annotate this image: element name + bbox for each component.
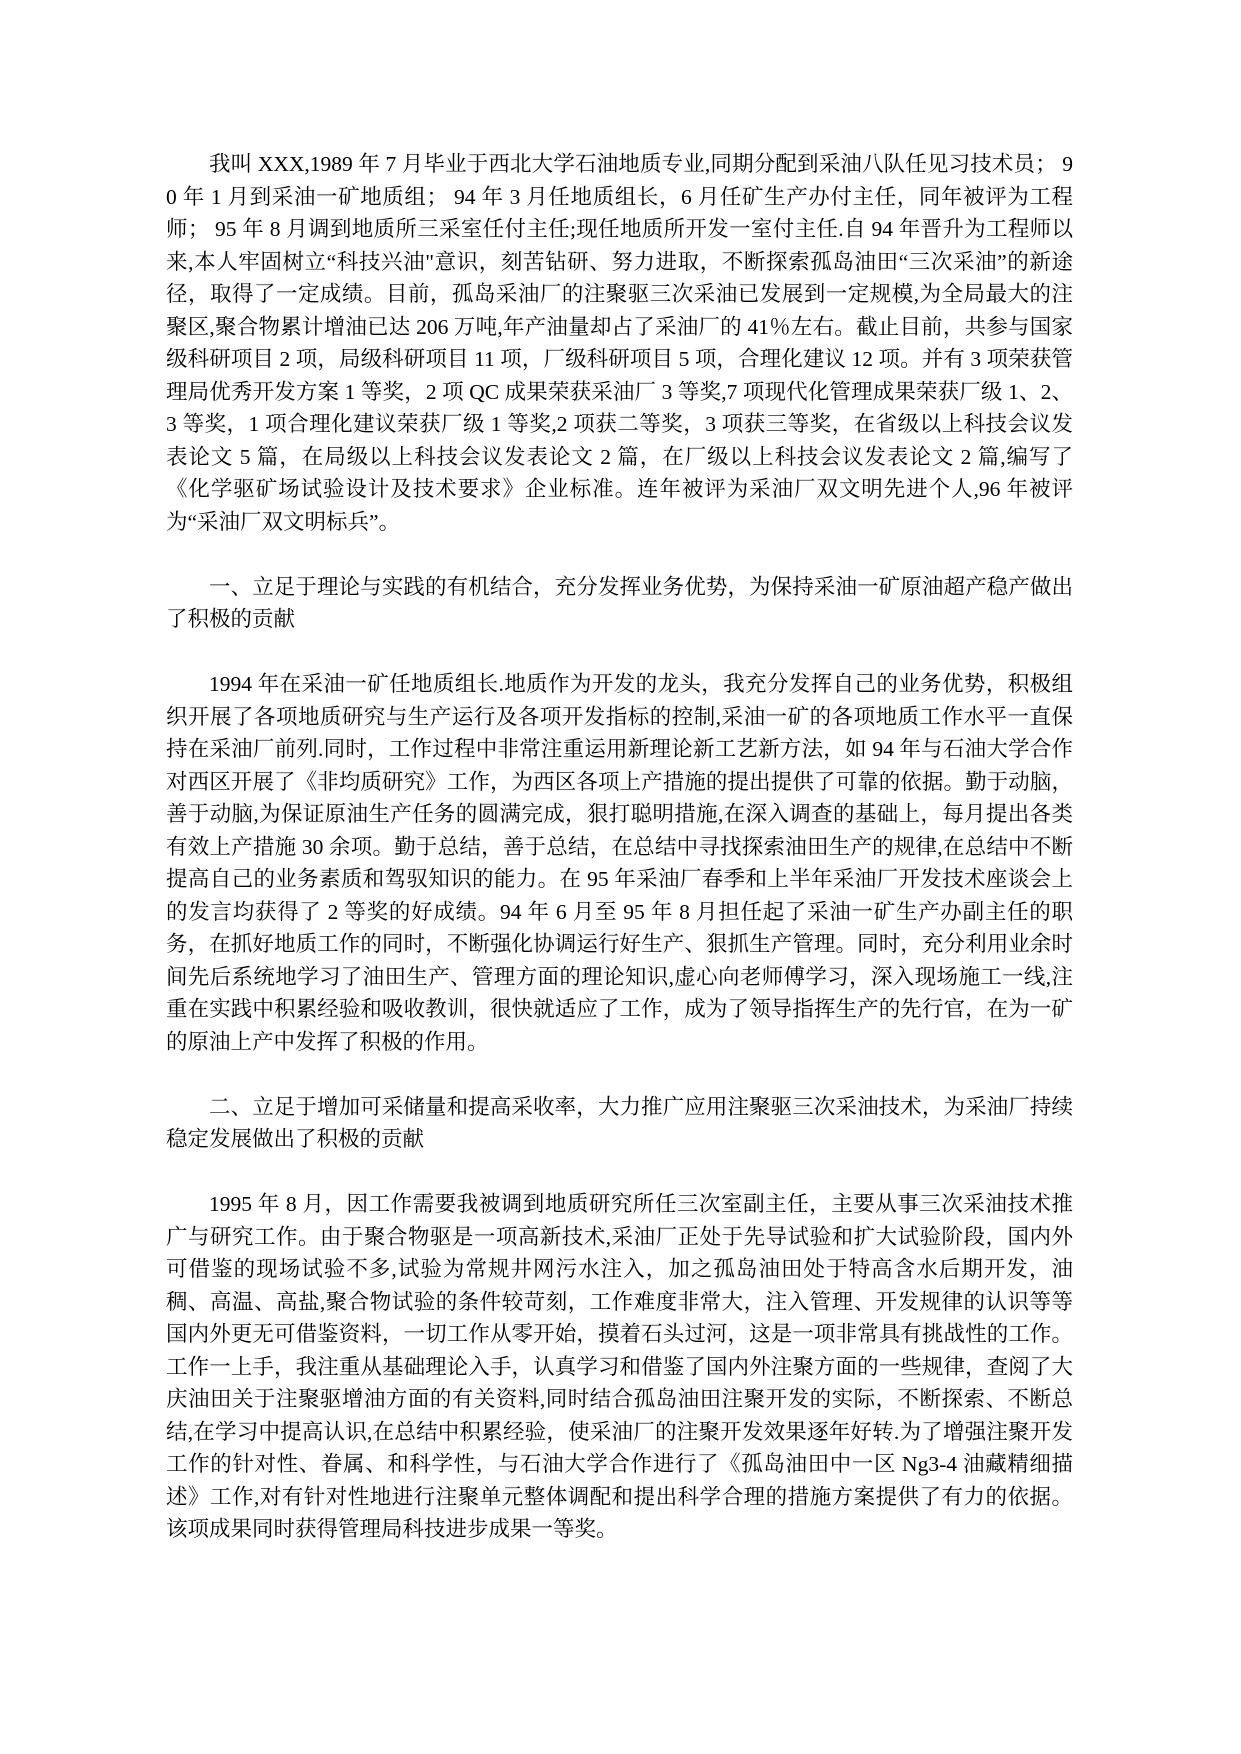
- section-1-body: 1994 年在采油一矿任地质组长.地质作为开发的龙头，我充分发挥自己的业务优势，积极组织开展了各项地质研究与生产运行及各项开发指标的控制,采油一矿的各项地质工作水平一直保持在采油厂前列.同时，工作过程中非常注重运用新理论新工艺新方法，如 94 年与石油大学合作对西区开展了《非均质研究》工作，为西区各项上产措施的提出提供了可靠的依据。勤于动脑，善于动脑,为保证原油生产任务的圆满完成，狠打聪明措施,在深入调查的基础上，每月提出各类有效上产措施 30 余项。勤于总结，善于总结，在总结中寻找探索油田生产的规律,在总结中不断提高自己的业务素质和驾驭知识的能力。在 95 年采油厂春季和上半年采油厂开发技术座谈会上的发言均获得了 2 等奖的好成绩。94 年 6 月至 95 年 8 月担任起了采油一矿生产办副主任的职务，在抓好地质工作的同时，不断强化协调运行好生产、狠抓生产管理。同时，充分利用业余时间先后系统地学习了油田生产、管理方面的理论知识,虚心向老师傅学习，深入现场施工一线,注重在实践中积累经验和吸收教训，很快就适应了工作，成为了领导指挥生产的先行官，在为一矿的原油上产中发挥了积极的作用。: [166, 672, 1073, 1054]
- section-1-heading: 一、立足于理论与实践的有机结合，充分发挥业务优势，为保持采油一矿原油超产稳产做出了积极的贡献: [166, 574, 1073, 631]
- section-2-body: 1995 年 8 月，因工作需要我被调到地质研究所任三次室副主任，主要从事三次采油技术推广与研究工作。由于聚合物驱是一项高新技术,采油厂正处于先导试验和扩大试验阶段，国内外可借鉴的现场试验不多,试验为常规井网污水注入，加之孤岛油田处于特高含水后期开发，油稠、高温、高盐,聚合物试验的条件较苛刻，工作难度非常大，注入管理、开发规律的认识等等国内外更无可借鉴资料，一切工作从零开始，摸着石头过河，这是一项非常具有挑战性的工作。工作一上手，我注重从基础理论入手，认真学习和借鉴了国内外注聚方面的一些规律，查阅了大庆油田关于注聚驱增油方面的有关资料,同时结合孤岛油田注聚开发的实际，不断探索、不断总结,在学习中提高认识,在总结中积累经验，使采油厂的注聚开发效果逐年好转.为了增强注聚开发工作的针对性、眷属、和科学性，与石油大学合作进行了《孤岛油田中一区 Ng3-4 油藏精细描述》工作,对有针对性地进行注聚单元整体调配和提出科学合理的措施方案提供了有力的依据。该项成果同时获得管理局科技进步成果一等奖。: [166, 1192, 1073, 1541]
- section-2-heading: 二、立足于增加可采储量和提高采收率，大力推广应用注聚驱三次采油技术，为采油厂持续稳定发展做出了积极的贡献: [166, 1094, 1073, 1151]
- paragraph-intro: 我叫 XXX,1989 年 7 月毕业于西北大学石油地质专业,同期分配到采油八队任见习技术员； 90 年 1 月到采油一矿地质组； 94 年 3 月任地质组长，6 月任矿生产办付主任，同年被评为工程师； 95 年 8 月调到地质所三采室任付主任;现任地质所开发一室付主任.自 94 年晋升为工程师以来,本人牢固树立“科技兴油"意识，刻苦钻研、努力进取，不断探索孤岛油田“三次采油”的新途径，取得了一定成绩。目前，孤岛采油厂的注聚驱三次采油已发展到一定规模,为全局最大的注聚区,聚合物累计增油已达 206 万吨,年产油量却占了采油厂的 41％左右。截止目前，共参与国家级科研项目 2 项，局级科研项目 11 项，厂级科研项目 5 项，合理化建议 12 项。并有 3 项荣获管理局优秀开发方案 1 等奖，2 项 QC 成果荣获采油厂 3 等奖,7 项现代化管理成果荣获厂级 1、2、3 等奖，1 项合理化建议荣获厂级 1 等奖,2 项获二等奖，3 项获三等奖，在省级以上科技会议发表论文 5 篇，在局级以上科技会议发表论文 2 篇，在厂级以上科技会议发表论文 2 篇,编写了《化学驱矿场试验设计及技术要求》企业标准。连年被评为采油厂双文明先进个人,96 年被评为“采油厂双文明标兵”。: [166, 152, 1073, 534]
